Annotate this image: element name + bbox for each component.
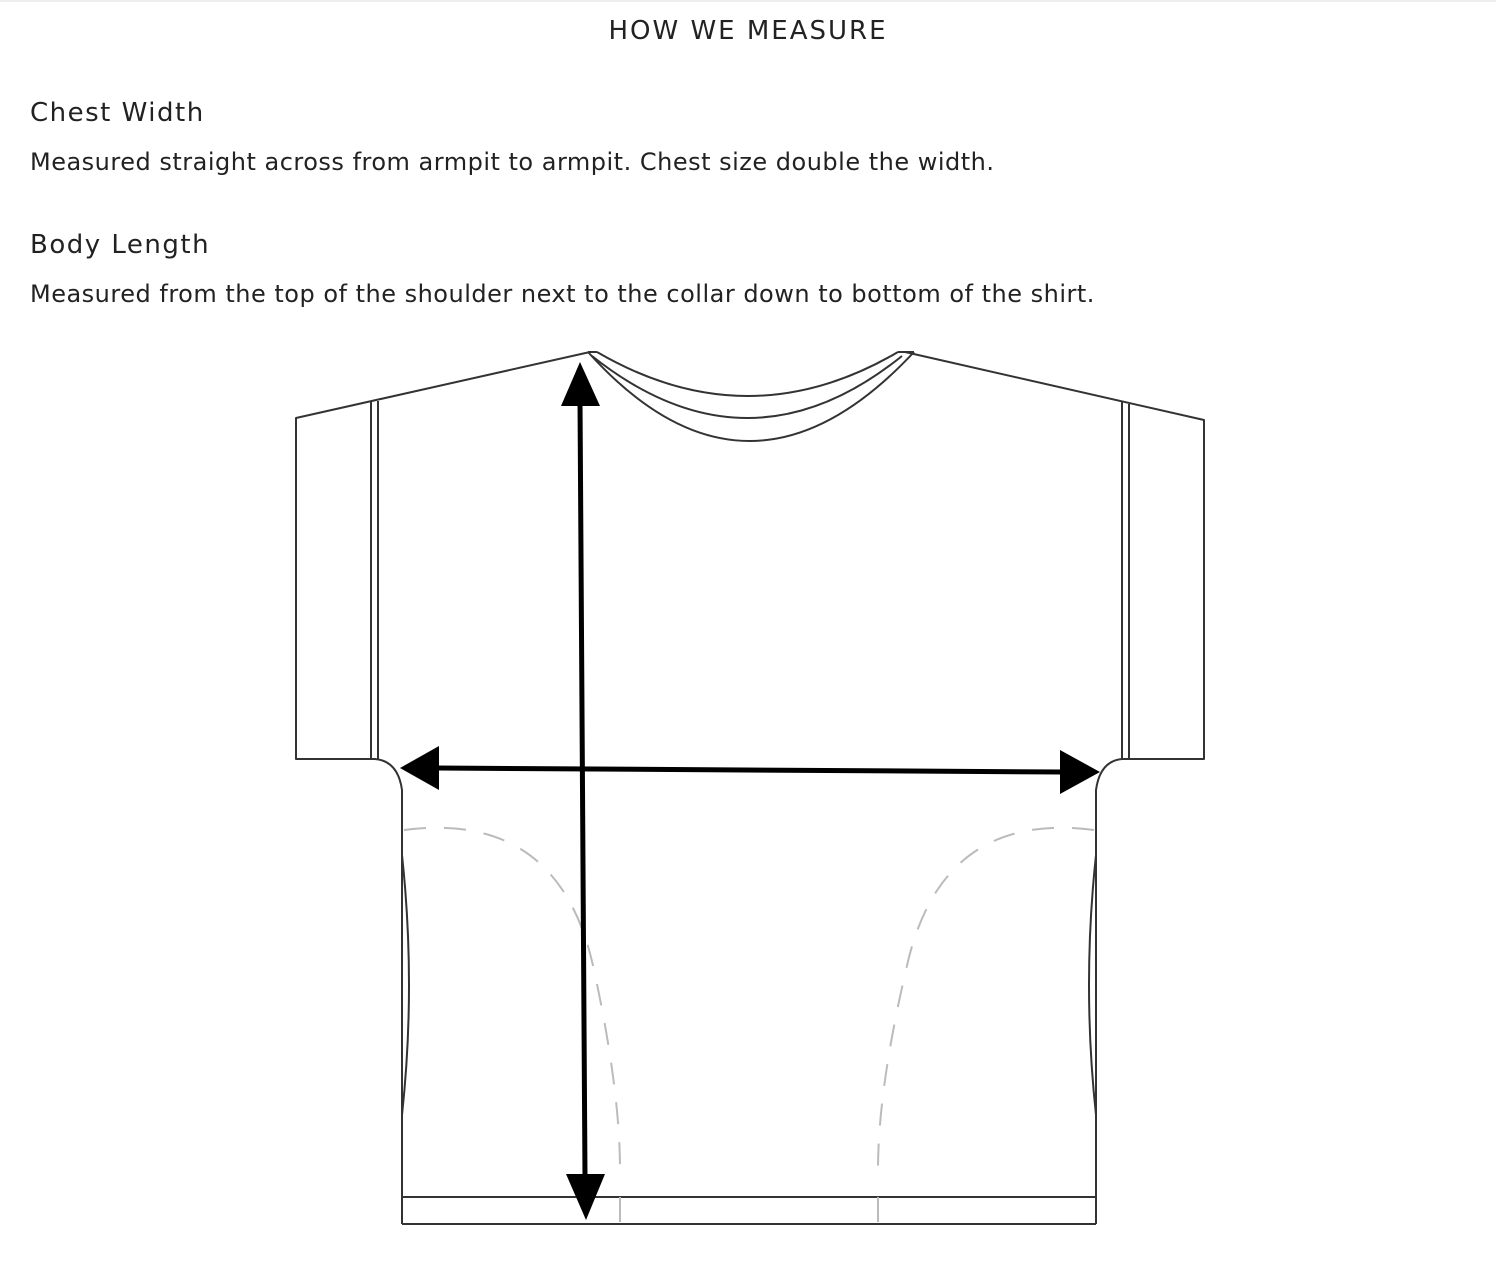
chest-width-arrowhead-left: [400, 746, 439, 790]
body-length-heading: Body Length: [30, 230, 211, 260]
body-length-description: Measured from the top of the shoulder next to the collar down to bottom of the shirt.: [30, 280, 1095, 308]
measurement-arrows: [400, 362, 1100, 1220]
right-sleeve: [905, 352, 1204, 1224]
chest-width-section: [30, 96, 1430, 178]
top-divider: [0, 0, 1496, 2]
collar-middle: [592, 356, 902, 418]
body-length-arrowhead-top: [561, 362, 600, 406]
tshirt-outline: [296, 352, 1204, 1224]
chest-width-arrow: [436, 768, 1062, 772]
left-side-seam: [402, 855, 409, 1115]
chest-width-arrowhead-right: [1060, 750, 1100, 794]
left-sleeve: [296, 352, 590, 1224]
fold-guides: [404, 828, 1094, 1222]
body-length-section: [30, 228, 1430, 310]
chest-width-description: Measured straight across from armpit to armpit. Chest size double the width.: [30, 148, 995, 176]
collar-outer: [588, 352, 914, 441]
body-length-arrowhead-bottom: [566, 1174, 605, 1220]
left-fold-guide: [404, 828, 620, 1170]
page-title: HOW WE MEASURE: [608, 16, 888, 46]
right-side-seam: [1089, 855, 1096, 1115]
collar-inner: [597, 352, 898, 396]
chest-width-heading: Chest Width: [30, 98, 205, 128]
body-length-arrow: [580, 400, 585, 1178]
right-fold-guide: [878, 828, 1094, 1170]
